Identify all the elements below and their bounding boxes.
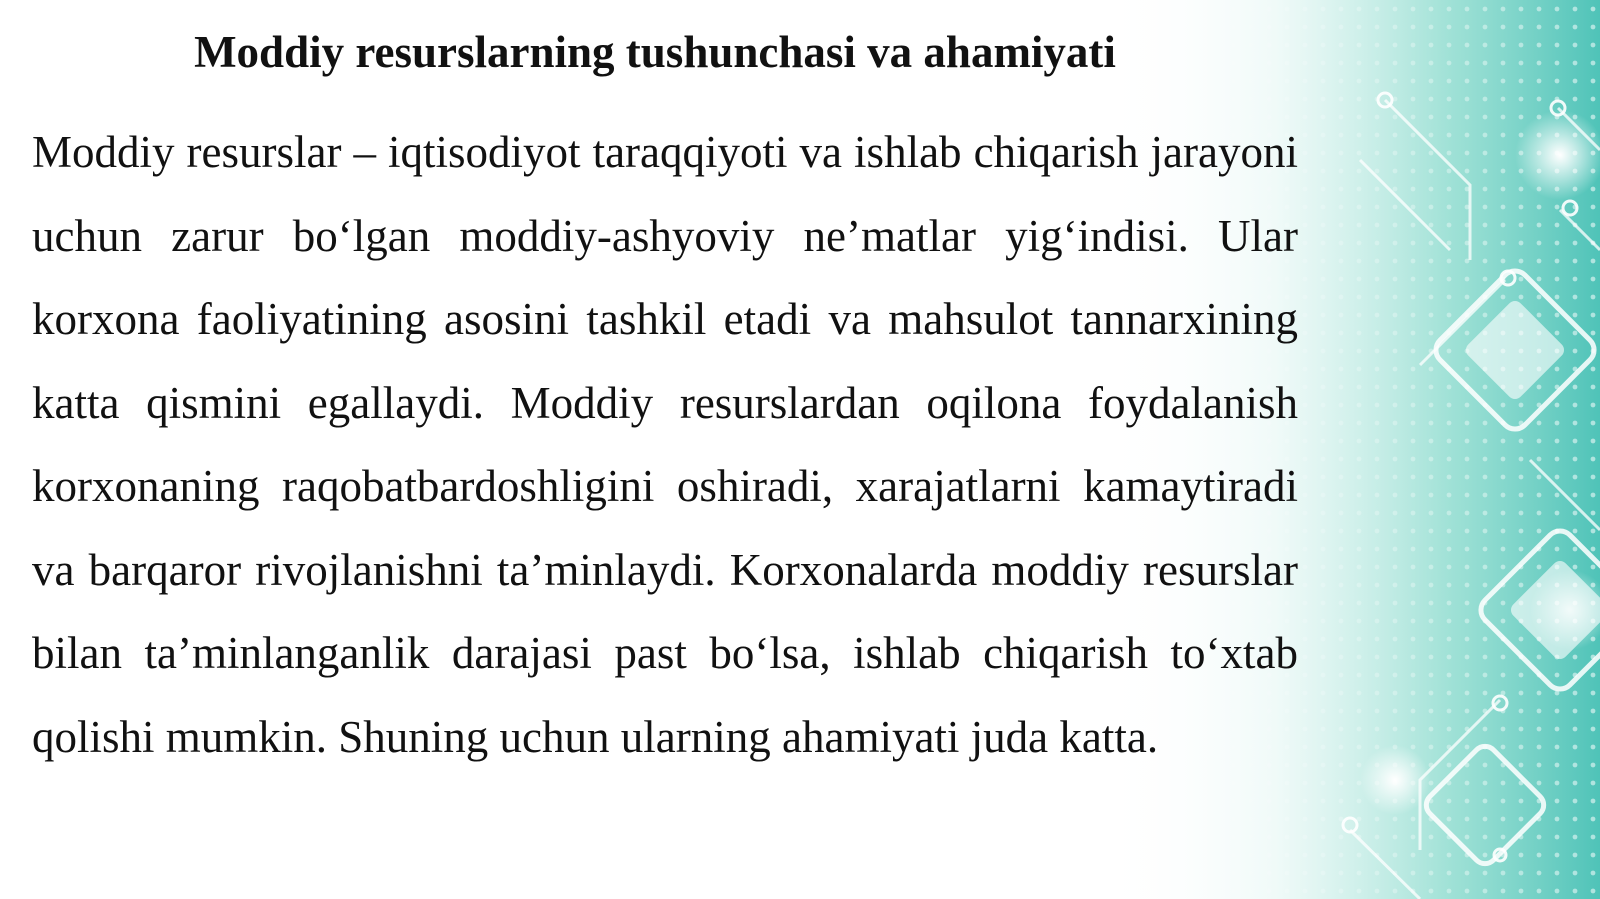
slide-title: Moddiy resurslarning tushunchasi va ahamiyati [194,27,1116,77]
slide-body-text: Moddiy resurslar – iqtisodiyot taraqqiyoti va ishlab chiqarish jarayoni uchun zarur bo‘lgan moddiy-ashyoviy ne’matlar yig‘indisi. Ular korxona faoliyatining asosini tashkil etadi va mahsulot tannarxining katta qismini egallaydi. Moddiy resurslardan oqilona foydalanish korxonaning raqobatbardoshligini oshiradi, xarajatlarni kamaytiradi va barqaror rivojlanishni ta’minlaydi. Korxonalarda moddiy resurslar bilan ta’minlanganlik darajasi past bo‘lsa, ishlab chiqarish to‘xtab qolishi mumkin. Shuning uchun ularning ahamiyati juda katta. [32,127,1298,762]
